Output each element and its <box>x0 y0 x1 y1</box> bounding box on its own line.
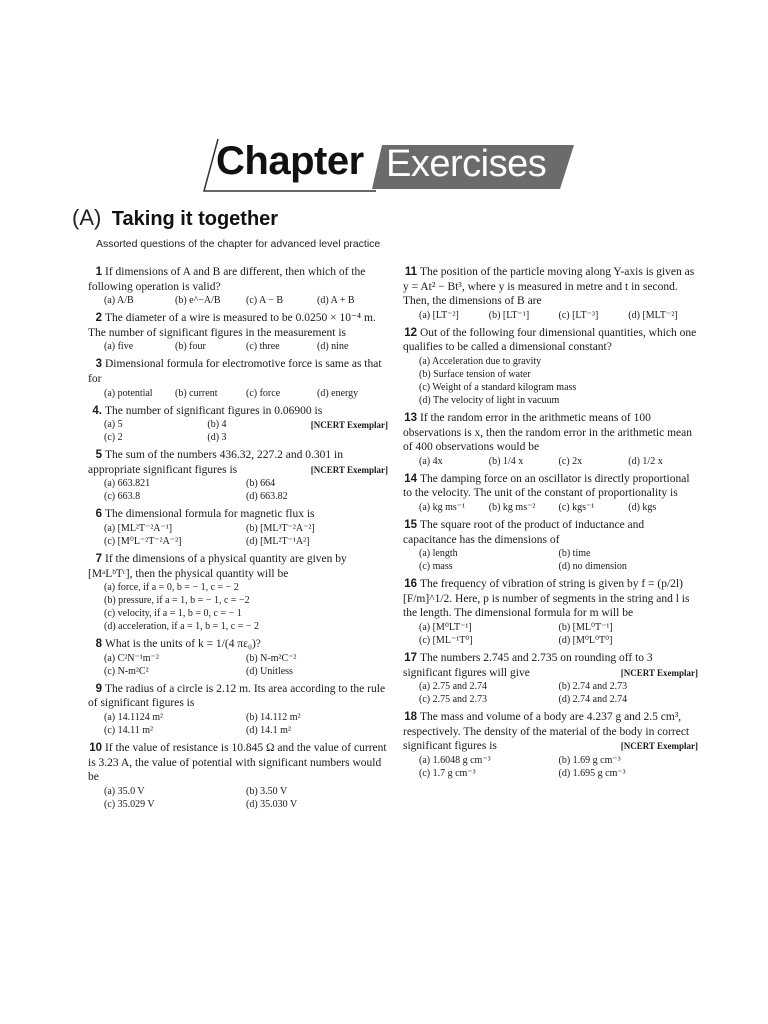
exercises-word: Exercises <box>386 143 547 185</box>
option-item: (a) 1.6048 g cm⁻³ <box>419 754 491 766</box>
option-item: (d) [ML²T⁻¹A²] <box>246 535 310 547</box>
options-list <box>88 785 388 811</box>
question-3 <box>88 357 388 399</box>
question-12 <box>403 326 698 407</box>
chapter-word: Chapter <box>216 139 364 183</box>
question-13 <box>403 411 698 468</box>
option-item: (c) three <box>246 341 280 353</box>
question-number: 12 <box>404 326 417 339</box>
question-text: The sum of the numbers 436.32, 227.2 and 0.301 in appropriate significant figures is <box>88 449 343 476</box>
options-list <box>403 754 698 780</box>
option-item: (b) 3.50 V <box>246 785 288 797</box>
question-text: The mass and volume of a body are 4.237 g and 2.5 cm³, respectively. The density of the material of the body in correct significant figures is <box>403 711 690 753</box>
option-item: (d) 1/2 x <box>628 455 663 467</box>
question-number: 11 <box>404 266 417 278</box>
question-text: The number of significant figures in 0.06900 is <box>105 404 323 417</box>
options-list <box>88 477 388 503</box>
question-16 <box>403 577 698 647</box>
option-item: (b) [ML³T⁻²A⁻²] <box>246 522 315 534</box>
option-item: (a) [ML²T⁻²A⁻¹] <box>104 522 173 534</box>
option-item: (c) 35.029 V <box>104 798 155 810</box>
question-number: 9 <box>95 682 102 695</box>
option-item: (b) 1/4 x <box>488 455 524 467</box>
option-item: (d) 3 <box>207 432 227 444</box>
question-number: 1 <box>95 266 102 278</box>
question-text: If the dimensions of a physical quantity are given by [MᵃLᵇTᶜ], then the physical quantity will be <box>88 552 347 580</box>
question-17 <box>403 651 698 706</box>
question-text: The square root of the product of inductance and capacitance has the dimensions of <box>403 518 645 546</box>
option-item: (b) 14.112 m² <box>246 711 301 723</box>
option-item: (a) Acceleration due to gravity <box>419 355 542 367</box>
question-9 <box>88 682 388 737</box>
question-number: 13 <box>404 411 417 424</box>
option-item: (c) mass <box>419 561 453 573</box>
option-item: (c) N-m²C² <box>104 665 149 677</box>
question-15 <box>403 518 698 573</box>
question-number: 10 <box>89 741 102 754</box>
option-item: (d) [M⁰L⁰T⁰] <box>558 634 613 646</box>
question-number: 3 <box>95 358 102 371</box>
option-item: (b) Surface tension of water <box>419 368 531 380</box>
option-item: (d) [MLT⁻²] <box>628 309 678 321</box>
question-14 <box>403 472 698 514</box>
option-item: (c) 1.7 g cm⁻³ <box>419 767 476 779</box>
section-title: Taking it together <box>111 208 279 230</box>
option-item: (d) no dimension <box>558 561 627 573</box>
option-item: (c) 2.75 and 2.73 <box>419 694 488 706</box>
option-item: (c) 2x <box>558 455 583 467</box>
option-item: (c) 14.11 m² <box>104 724 154 736</box>
question-10 <box>88 741 388 811</box>
source-tag: [NCERT Exemplar] <box>310 464 388 475</box>
option-item: (c) velocity, if a = 1, b = 0, c = − 1 <box>104 608 242 620</box>
option-item: (d) acceleration, if a = 1, b = 1, c = − 2 <box>104 621 259 633</box>
question-18 <box>403 710 698 780</box>
option-item: (a) [M⁰LT⁻¹] <box>419 621 472 633</box>
options-list <box>403 501 698 514</box>
question-number: 17 <box>404 651 417 664</box>
source-tag: [NCERT Exemplar] <box>620 741 698 752</box>
options-list <box>403 547 698 573</box>
option-item: (a) length <box>419 548 458 560</box>
option-item: (d) energy <box>317 387 359 399</box>
question-text: The frequency of vibration of string is given by f = (p/2l)[F/m]^1/2. Here, p is number of segments in the string and l is the length. The dimensional formula for m will be <box>403 578 690 620</box>
option-item: (a) 14.1124 m² <box>104 711 164 723</box>
options-list <box>88 711 388 737</box>
option-item: (c) 2 <box>104 432 123 444</box>
question-text: The radius of a circle is 2.12 m. Its area according to the rule of significant figures is <box>88 682 386 710</box>
question-1 <box>88 265 388 307</box>
option-item: (b) current <box>175 387 218 399</box>
option-item: (d) Unitless <box>246 665 293 677</box>
option-item: (d) kgs <box>628 501 657 513</box>
question-text: Dimensional formula for electromotive force is same as that for <box>88 358 382 385</box>
section-subtitle: Assorted questions of the chapter for advanced level practice <box>96 238 381 250</box>
question-number: 14 <box>404 472 417 485</box>
question-5 <box>88 448 388 503</box>
chapter-banner <box>196 135 576 193</box>
option-item: (b) time <box>558 548 591 560</box>
options-list <box>88 340 388 353</box>
question-11 <box>403 265 698 322</box>
right-question-column <box>403 265 698 784</box>
question-number: 6 <box>95 508 102 521</box>
options-list <box>88 522 388 548</box>
option-item: (a) five <box>104 341 134 353</box>
option-item: (c) kgs⁻¹ <box>558 501 595 513</box>
section-label: (A) <box>72 205 102 230</box>
option-item: (a) 2.75 and 2.74 <box>419 681 488 693</box>
options-list <box>403 455 698 468</box>
question-text: Out of the following four dimensional quantities, which one qualifies to be called a dimensional constant? <box>403 326 697 354</box>
option-item: (a) A/B <box>104 295 134 307</box>
option-item: (d) 14.1 m² <box>246 724 291 736</box>
option-item: (d) A + B <box>317 295 355 307</box>
options-list <box>88 418 311 444</box>
question-text: What is the units of k = 1/(4 πε₀)? <box>105 638 261 651</box>
left-question-column <box>88 265 388 815</box>
option-item: (b) kg ms⁻² <box>488 501 536 513</box>
options-list <box>88 652 388 678</box>
source-tag: [NCERT Exemplar] <box>310 420 388 431</box>
option-item: (c) force <box>246 387 281 399</box>
option-item: (a) 663.821 <box>104 478 151 490</box>
option-item: (b) e^−A/B <box>175 295 221 307</box>
option-item: (b) 4 <box>207 419 227 431</box>
option-item: (c) A − B <box>246 295 284 307</box>
question-number: 18 <box>404 711 417 724</box>
options-list <box>403 621 698 647</box>
option-item: (c) Weight of a standard kilogram mass <box>419 381 577 393</box>
options-list <box>403 355 698 407</box>
option-item: (d) 663.82 <box>246 491 288 503</box>
option-item: (a) 35.0 V <box>104 785 145 797</box>
question-7 <box>88 552 388 633</box>
question-number: 4. <box>92 404 102 417</box>
option-item: (a) C²N⁻¹m⁻² <box>104 652 159 664</box>
options-list <box>403 309 698 322</box>
options-list <box>403 680 698 706</box>
option-item: (a) [LT⁻²] <box>419 309 459 321</box>
question-text: If the random error in the arithmetic means of 100 observations is x, then the random error in the arithmetic mean of 400 observations would be <box>403 411 693 454</box>
option-item: (a) 4x <box>419 455 443 467</box>
question-text: The dimensional formula for magnetic flux is <box>105 508 315 521</box>
option-item: (a) kg ms⁻¹ <box>419 501 466 513</box>
question-number: 8 <box>95 638 102 651</box>
question-4 <box>88 404 388 445</box>
question-text: The position of the particle moving along Y-axis is given as y = At² − Bt³, where y is measured in metre and t in second. Then, the dimensions of B are <box>403 266 695 308</box>
question-text: If the value of resistance is 10.845 Ω and the value of current is 3.23 A, the value of potential with significant numbers would be <box>88 741 387 784</box>
question-8 <box>88 637 388 678</box>
question-number: 2 <box>95 312 102 325</box>
option-item: (b) [ML⁰T⁻¹] <box>558 621 613 633</box>
option-item: (b) four <box>175 341 206 353</box>
question-text: The diameter of a wire is measured to be 0.0250 × 10⁻⁴ m. The number of significant figures in the measurement is <box>88 312 376 339</box>
question-2 <box>88 311 388 353</box>
question-number: 5 <box>95 449 102 462</box>
option-item: (d) 35.030 V <box>246 798 298 810</box>
section-heading <box>72 205 278 231</box>
option-item: (a) potential <box>104 387 153 399</box>
option-item: (c) [LT⁻³] <box>558 309 599 321</box>
option-item: (a) 5 <box>104 419 123 431</box>
option-item: (c) 663.8 <box>104 491 141 503</box>
option-item: (d) 1.695 g cm⁻³ <box>558 767 626 779</box>
option-item: (b) [LT⁻¹] <box>488 309 530 321</box>
question-number: 7 <box>95 552 102 565</box>
question-6 <box>88 507 388 548</box>
option-item: (d) The velocity of light in vacuum <box>419 394 560 406</box>
option-item: (b) N-m²C⁻² <box>246 652 297 664</box>
option-item: (c) [ML⁻¹T⁰] <box>419 634 473 646</box>
options-list <box>88 387 388 400</box>
option-item: (c) [M⁰L⁻²T⁻²A⁻²] <box>104 535 182 547</box>
question-number: 16 <box>404 578 417 591</box>
question-number: 15 <box>404 518 417 531</box>
question-text: The damping force on an oscillator is directly proportional to the velocity. The unit of the constant of proportionality is <box>403 472 690 500</box>
option-item: (d) 2.74 and 2.74 <box>558 694 628 706</box>
option-item: (a) force, if a = 0, b = − 1, c = − 2 <box>104 582 239 594</box>
option-item: (b) 1.69 g cm⁻³ <box>558 754 621 766</box>
option-item: (b) pressure, if a = 1, b = − 1, c = −2 <box>104 595 250 607</box>
question-text: The numbers 2.745 and 2.735 on rounding off to 3 significant figures will give <box>403 651 653 679</box>
options-list <box>88 581 388 633</box>
option-item: (b) 2.74 and 2.73 <box>558 681 628 693</box>
option-item: (d) nine <box>317 341 349 353</box>
question-text: If dimensions of A and B are different, then which of the following operation is valid? <box>88 266 366 293</box>
source-tag: [NCERT Exemplar] <box>620 667 698 678</box>
options-list <box>88 294 388 307</box>
option-item: (b) 664 <box>246 478 276 490</box>
